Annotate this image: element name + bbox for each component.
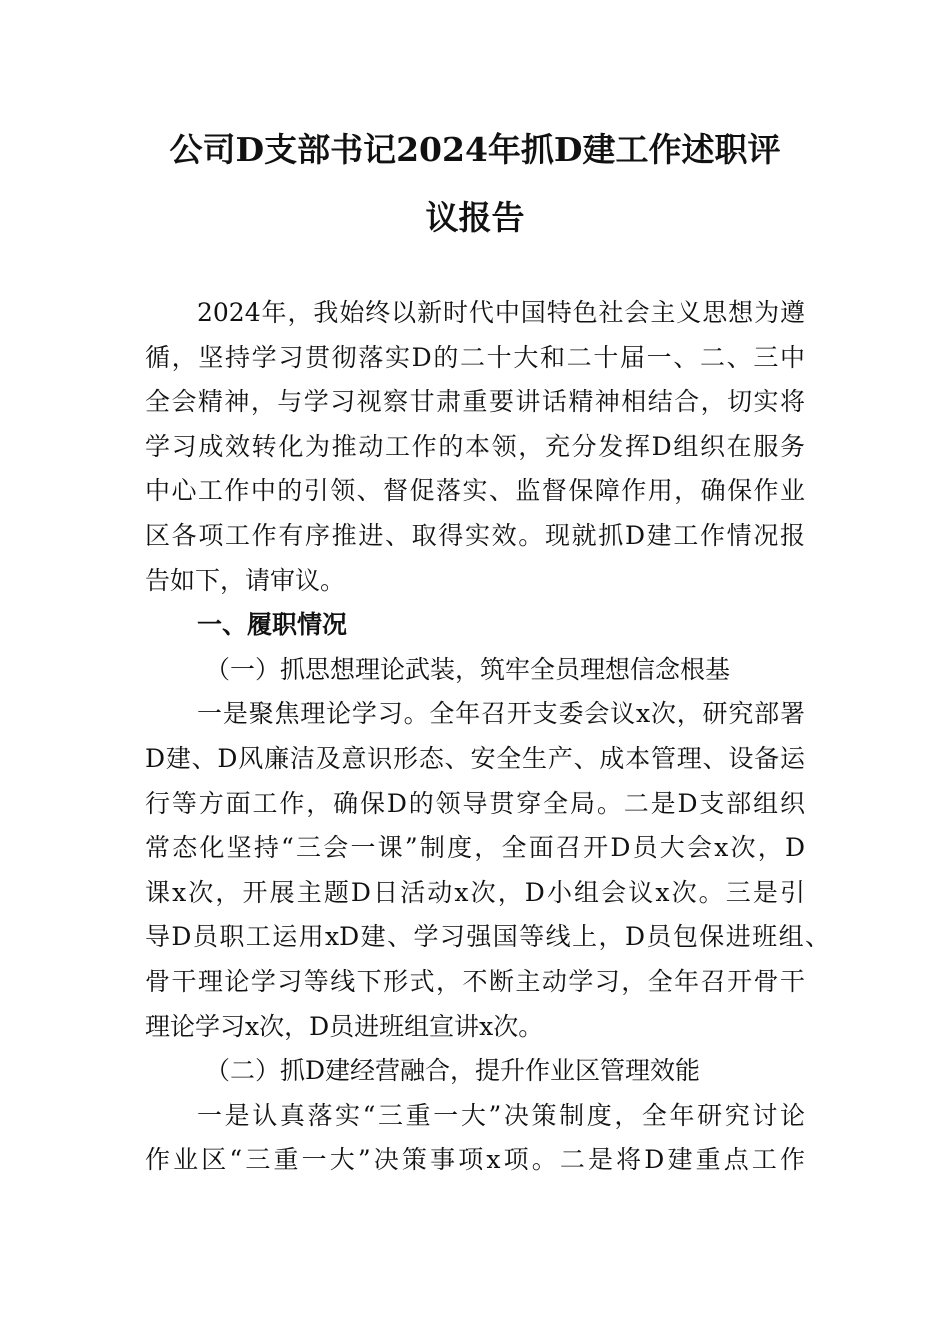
paragraph-line: D建、D风廉洁及意识形态、安全生产、成本管理、设备运 [145, 744, 805, 773]
section-heading: 一、履职情况 [197, 610, 348, 640]
paragraph-line: 学习成效转化为推动工作的本领，充分发挥D组织在服务 [145, 431, 805, 461]
paragraph-line: 导D员职工运用xD建、学习强国等线上，D员包保进班组、 [145, 922, 830, 952]
paragraph-line: 行等方面工作，确保D的领导贯穿全局。二是D支部组织 [145, 788, 805, 818]
paragraph-line: 骨干理论学习等线下形式，不断主动学习，全年召开骨干 [145, 967, 805, 996]
subsection-heading: （二）抓D建经营融合，提升作业区管理效能 [205, 1056, 701, 1086]
paragraph-line: 一是认真落实“三重一大”决策制度，全年研究讨论 [197, 1100, 805, 1130]
document-title-line-1: 公司D支部书记2024年抓D建工作述职评 [169, 130, 781, 169]
paragraph-line: 作业区“三重一大”决策事项x项。二是将D建重点工作 [145, 1145, 805, 1175]
paragraph-line: 区各项工作有序推进、取得实效。现就抓D建工作情况报 [145, 521, 805, 550]
paragraph-line: 告如下，请审议。 [145, 565, 346, 595]
paragraph-line: 常态化坚持“三会一课”制度，全面召开D员大会x次，D [145, 833, 805, 863]
paragraph-line: 中心工作中的引领、督促落实、监督保障作用，确保作业 [145, 476, 805, 506]
paragraph-line: 一是聚焦理论学习。全年召开支委会议x次，研究部署 [197, 699, 805, 729]
paragraph-line: 理论学习x次，D员进班组宣讲x次。 [145, 1011, 544, 1041]
paragraph-line: 全会精神，与学习视察甘肃重要讲话精神相结合，切实将 [145, 387, 805, 417]
paragraph-line: 2024年，我始终以新时代中国特色社会主义思想为遵 [197, 298, 805, 327]
document-title-line-2: 议报告 [425, 198, 525, 237]
paragraph-line: 课x次，开展主题D日活动x次，D小组会议x次。三是引 [145, 877, 805, 907]
subsection-heading: （一）抓思想理论武装，筑牢全员理想信念根基 [205, 654, 731, 684]
paragraph-line: 循，坚持学习贯彻落实D的二十大和二十届一、二、三中 [145, 342, 805, 372]
